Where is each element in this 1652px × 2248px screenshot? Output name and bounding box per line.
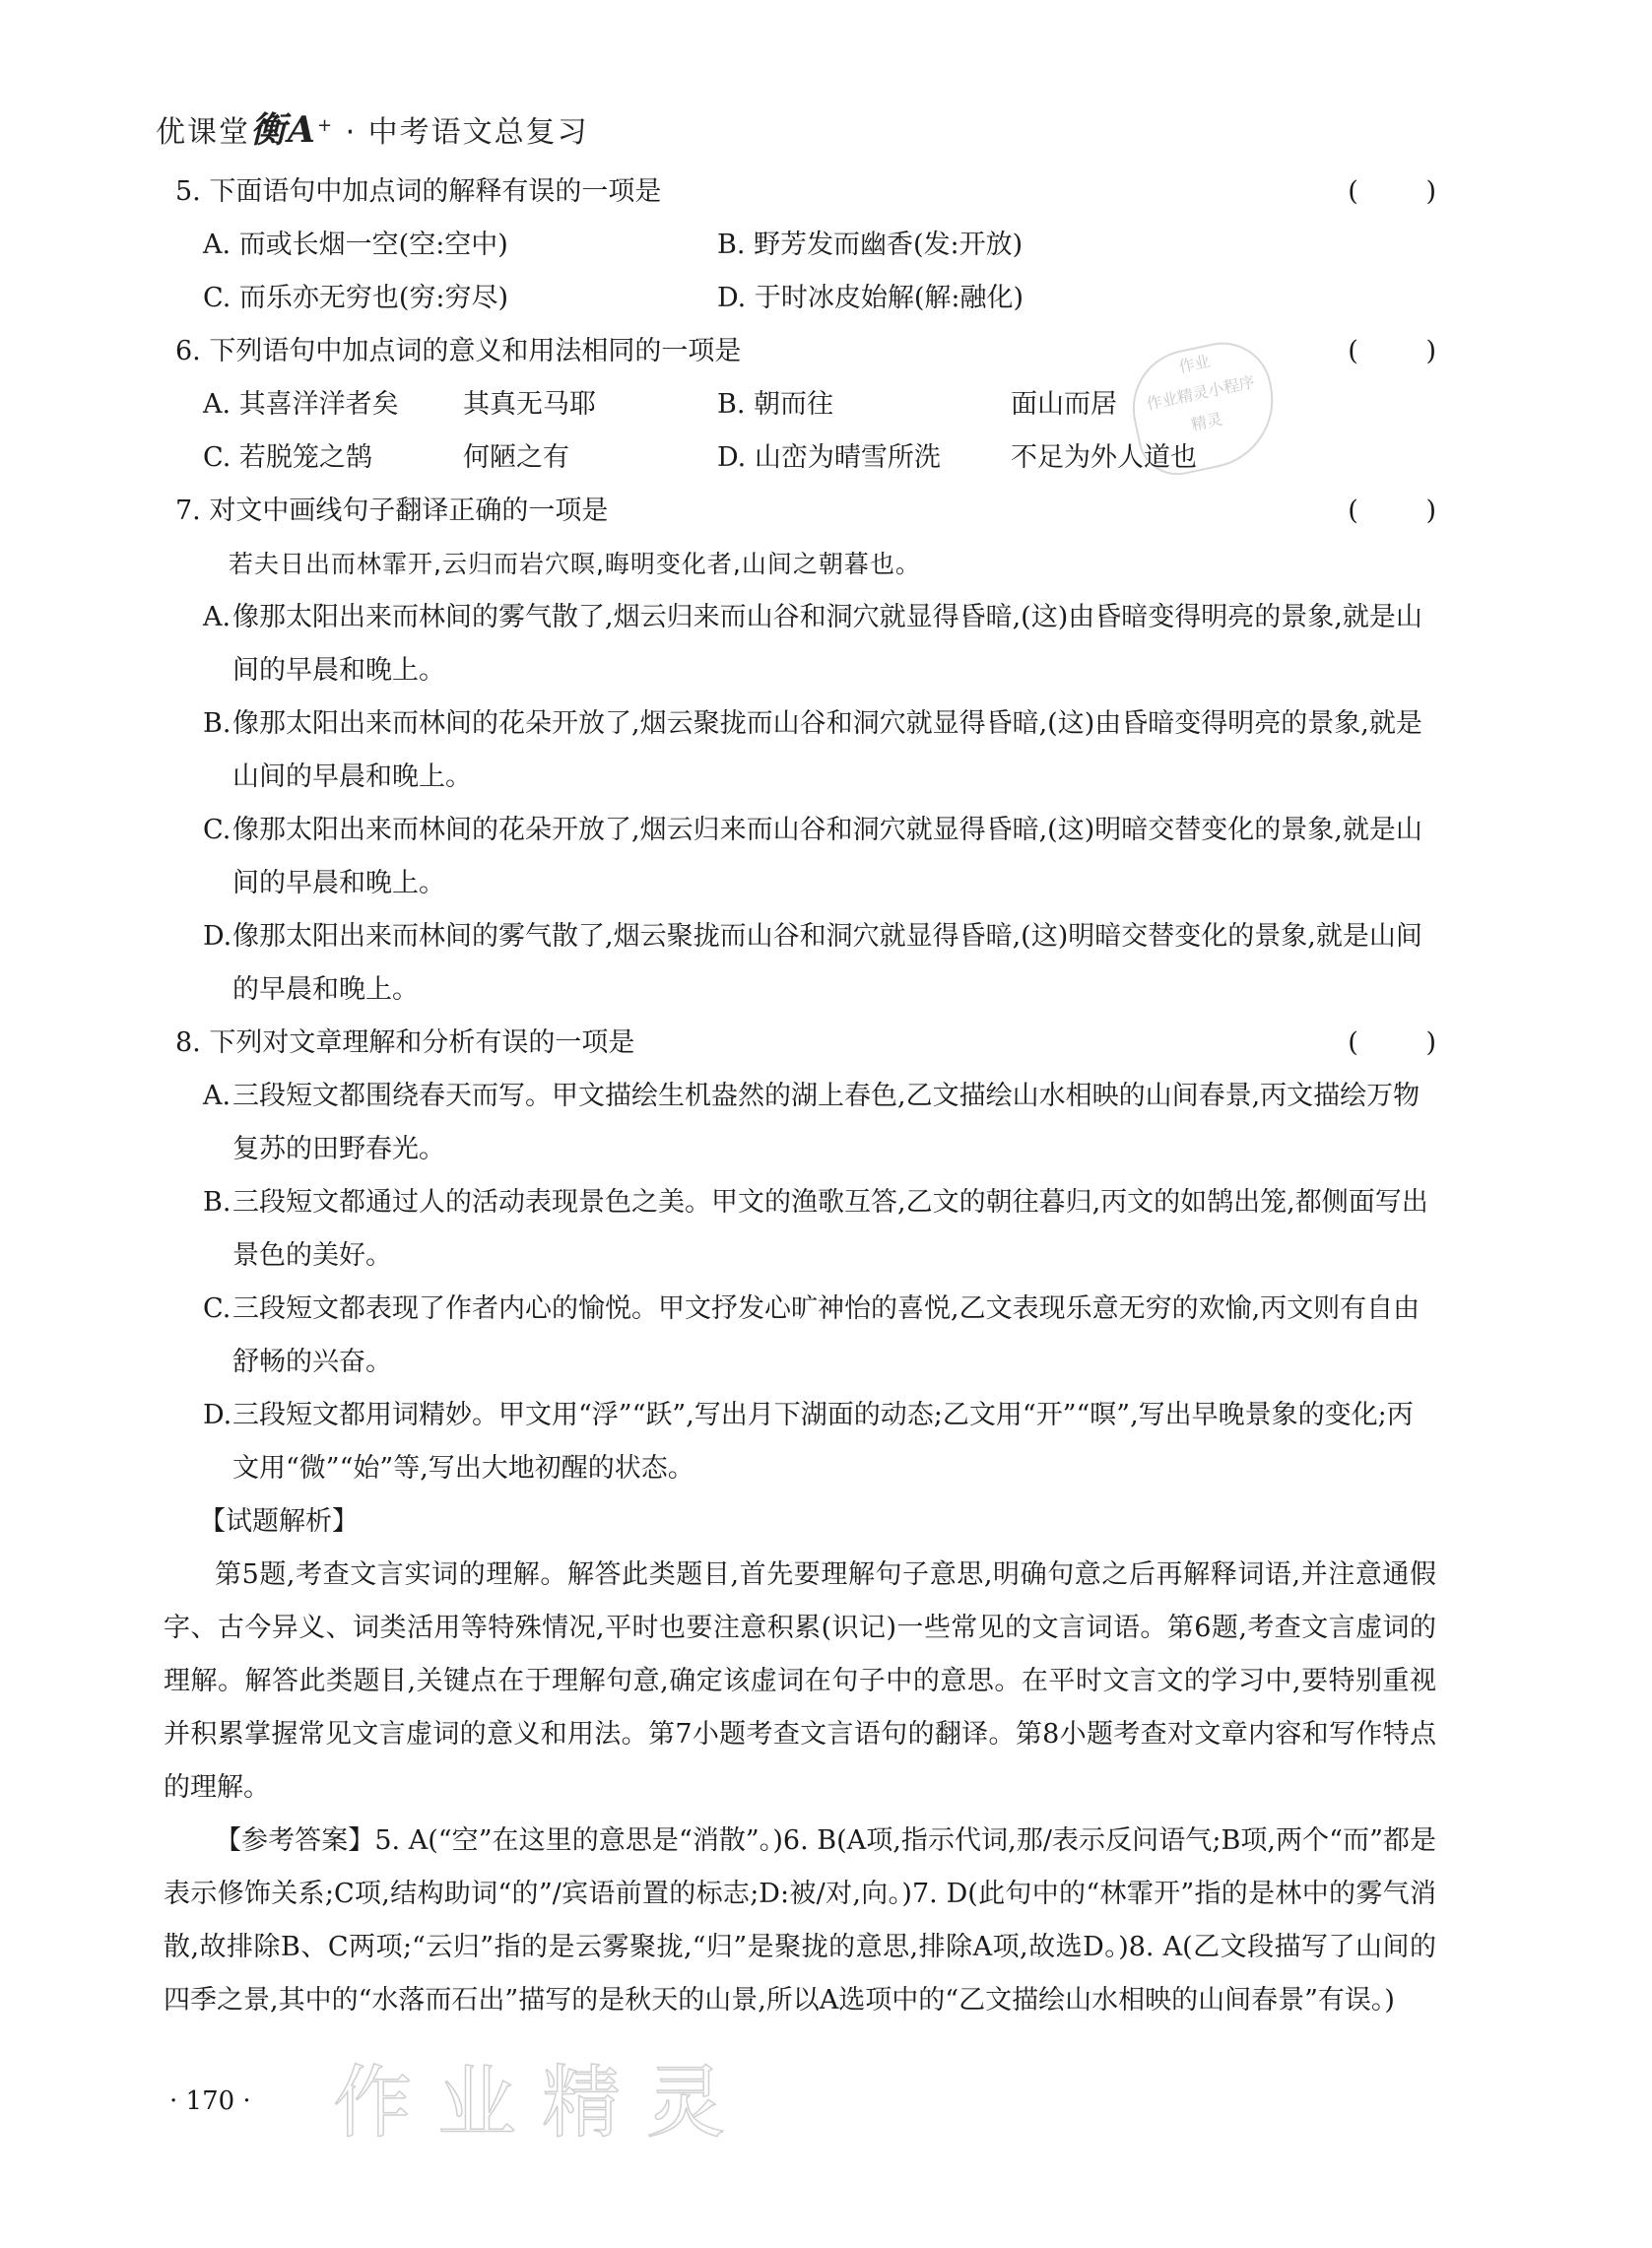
question-7-option-a: A.像那太阳出来而林间的雾气散了,烟云归来而山谷和洞穴就显得昏暗,(这)由昏暗变得明亮的景象,就是山间的早晨和晚上。 <box>203 602 1422 686</box>
brand-prefix: 优课堂 <box>156 115 250 150</box>
analysis-paragraph: 第5题,考查文言实词的理解。解答此类题目,首先要理解句子意思,明确句意之后再解释词语,并注意通假字、古今异义、词类活用等特殊情况,平时也要注意积累(识记)一些常见的文言词语。第6题,考查文言虚词的理解。解答此类题目,关键点在于理解句意,确定该虚词在句子中的意思。在平时文言文的学习中,要特别重视并积累掌握常见文言虚词的意义和用法。第7小题考查文言语句的翻译。第8小题考查对文章内容和写作特点的理解。 <box>164 1559 1436 1803</box>
option-d: D. 于时冰皮始解(解:融化) <box>717 283 1024 313</box>
option-d-1: D. 山峦为晴雪所洗 <box>717 442 941 473</box>
question-8-option-b: B.三段短文都通过人的活动表现景色之美。甲文的渔歌互答,乙文的朝往暮归,丙文的如鹄出笼,都侧面写出景色的美好。 <box>203 1187 1428 1271</box>
question-6-stem: 6. 下列语句中加点词的意义和用法相同的一项是 ( ) <box>175 325 1436 378</box>
option-a-1: A. 其喜洋洋者矣 <box>203 389 399 420</box>
question-8-option-c: C.三段短文都表现了作者内心的愉悦。甲文抒发心旷神怡的喜悦,乙文表现乐意无穷的欢愉,丙文则有自由舒畅的兴奋。 <box>203 1293 1421 1377</box>
option-a: A. 而或长烟一空(空:空中) <box>203 230 508 260</box>
question-7-option-d: D.像那太阳出来而林间的雾气散了,烟云聚拢而山谷和洞穴就显得昏暗,(这)明暗交替变化的景象,就是山间的早晨和晚上。 <box>203 921 1422 1005</box>
option-c: C. 而乐亦无穷也(穷:穷尽) <box>203 283 509 313</box>
question-7-option-c: C.像那太阳出来而林间的花朵开放了,烟云归来而山谷和洞穴就显得昏暗,(这)明暗交替变化的景象,就是山间的早晨和晚上。 <box>203 815 1422 898</box>
stamp-watermark: 作业 作业精灵小程序 精灵 <box>1122 333 1287 482</box>
option-b: B. 野芳发而幽香(发:开放) <box>717 230 1024 260</box>
analysis-heading: 【试题解析】 <box>199 1506 359 1537</box>
question-6-options-row-1 <box>175 378 1436 431</box>
option-c-2: 何陋之有 <box>463 442 569 473</box>
question-8-stem: 8. 下列对文章理解和分析有误的一项是 ( ) <box>175 1017 1436 1070</box>
reference-answer-paragraph: 【参考答案】5. A(“空”在这里的意思是“消散”。)6. B(A项,指示代词,那/表示反问语气;B项,两个“而”都是表示修饰关系;C项,结构助词“的”/宾语前置的标志;D:被/对,向。)7. D(此句中的“林霏开”指的是林中的雾气消散,故排除B、C两项;“云归”指的是云雾聚拢,“归”是聚拢的意思,排除A项,故选D。)8. A(乙文段描写了山间的四季之景,其中的“水落而石出”描写的是秋天的山景,所以A选项中的“乙文描绘山水相映的山间春景”有误。) <box>164 1825 1436 2016</box>
brand-plus: + <box>316 115 335 136</box>
question-8-option-d: D.三段短文都用词精妙。甲文用“浮”“跃”,写出月下湖面的动态;乙文用“开”“暝”,写出早晚景象的变化;丙文用“微”“始”等,写出大地初醒的状态。 <box>203 1400 1414 1484</box>
header-subtitle: · 中考语文总复习 <box>345 115 589 150</box>
page-header <box>156 102 589 151</box>
quoted-passage: 若夫日出而林霏开,云归而岩穴暝,晦明变化者,山间之朝暮也。 <box>229 550 921 578</box>
question-5-options-row-1 <box>175 219 1436 272</box>
option-a-2: 其真无马耶 <box>463 389 596 420</box>
question-5-options-row-2 <box>175 272 1436 325</box>
option-d-2: 不足为外人道也 <box>1011 442 1197 473</box>
option-b-1: B. 朝而往 <box>717 389 834 420</box>
page-number: · 170 · <box>169 2086 251 2116</box>
answer-bracket: ( ) <box>1348 1027 1436 1058</box>
question-5-stem: 5. 下面语句中加点词的解释有误的一项是 ( ) <box>175 165 1436 219</box>
question-6-options-row-2 <box>175 431 1436 485</box>
answer-bracket: ( ) <box>1348 496 1436 526</box>
option-c-1: C. 若脱笼之鹄 <box>203 442 372 473</box>
brand-logo: 衡A <box>250 109 317 151</box>
question-7-stem: 7. 对文中画线句子翻译正确的一项是 ( ) <box>175 485 1436 538</box>
option-b-2: 面山而居 <box>1011 389 1117 420</box>
watermark: 作业精灵 <box>333 2057 751 2149</box>
main-content <box>164 165 1436 2027</box>
question-7-option-b: B.像那太阳出来而林间的花朵开放了,烟云聚拢而山谷和洞穴就显得昏暗,(这)由昏暗变得明亮的景象,就是山间的早晨和晚上。 <box>203 708 1422 792</box>
answer-bracket: ( ) <box>1348 176 1436 207</box>
question-8-option-a: A.三段短文都围绕春天而写。甲文描绘生机盎然的湖上春色,乙文描绘山水相映的山间春景,丙文描绘万物复苏的田野春光。 <box>203 1081 1421 1164</box>
answer-bracket: ( ) <box>1348 336 1436 366</box>
